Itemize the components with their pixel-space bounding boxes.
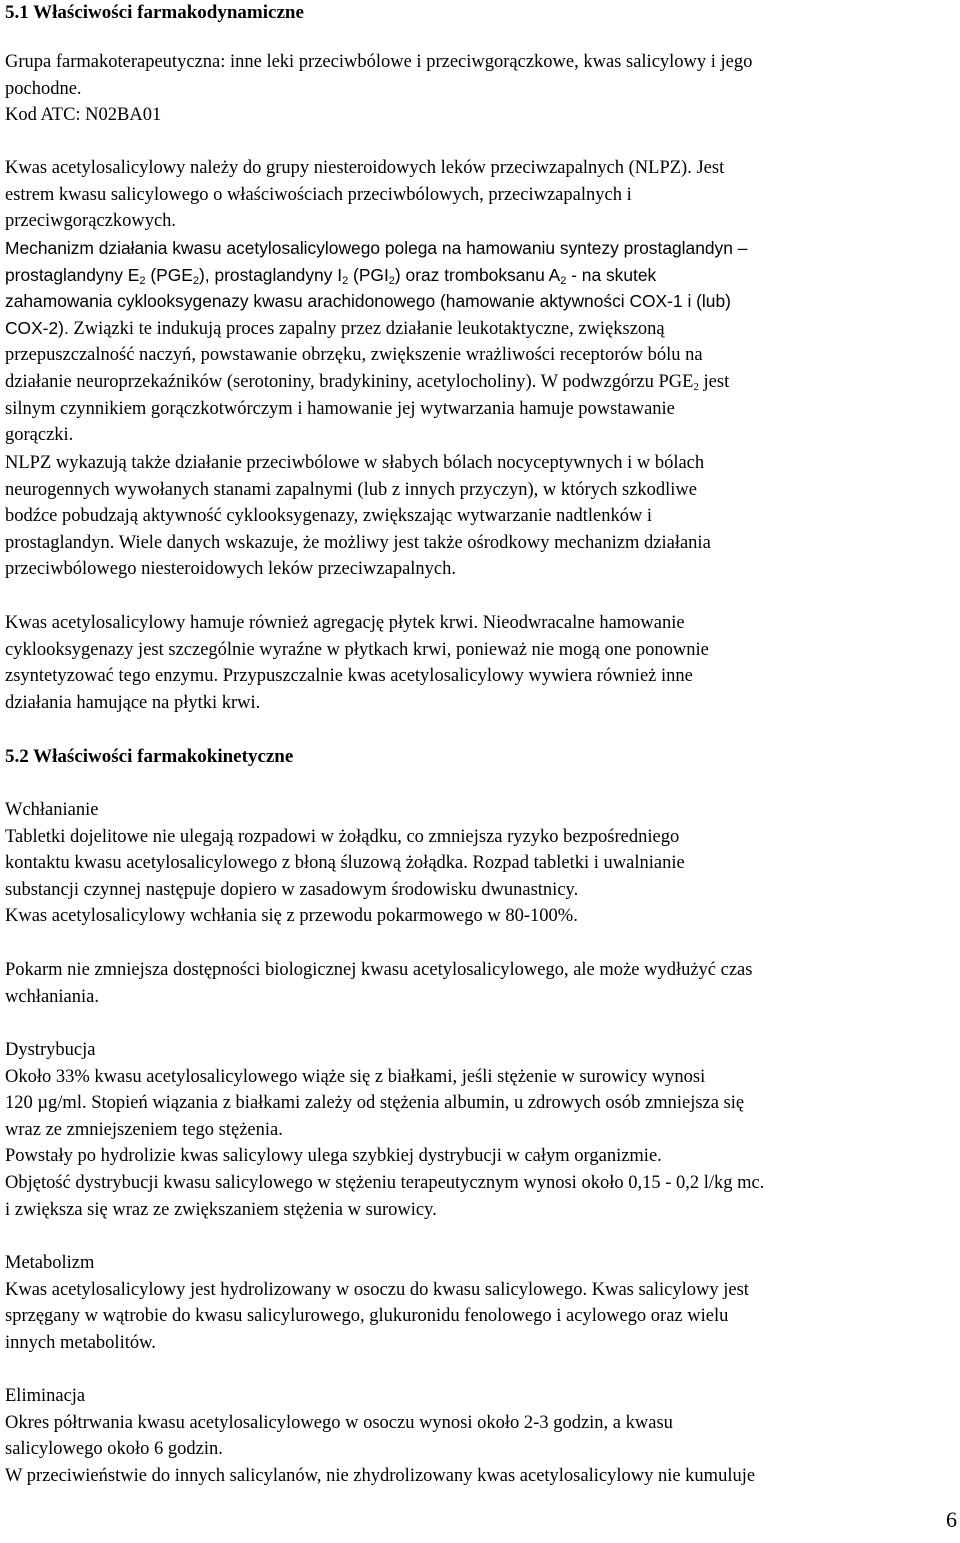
paragraph-distribution — [5, 1037, 955, 1223]
text-line: działania hamujące na płytki krwi. — [5, 692, 261, 713]
subheading-elimination: Eliminacja — [5, 1386, 86, 1406]
subheading-absorption: Wchłanianie — [5, 800, 99, 820]
text-line: przepuszczalność naczyń, powstawanie obrzęku, zwiększenie wrażliwości receptorów bólu na — [5, 345, 703, 366]
text-line: cyklooksygenazy jest szczególnie wyraźne w płytkach krwi, ponieważ nie mogą one ponownie — [5, 639, 709, 660]
text-line: Około 33% kwasu acetylosalicylowego wiąże się z białkami, jeśli stężenie w surowicy wynosi — [5, 1066, 706, 1087]
text-line: gorączki. — [5, 425, 74, 446]
text-line: Powstały po hydrolizie kwas salicylowy ulega szybkiej dystrybucji w całym organizmie. — [5, 1146, 662, 1167]
text-line: i zwiększa się wraz ze zwiększaniem stężenia w surowicy. — [5, 1199, 437, 1220]
text-line: 120 µg/ml. Stopień wiązania z białkami zależy od stężenia albumin, u zdrowych osób zmniejsza się — [5, 1093, 745, 1114]
text-line: Kwas acetylosalicylowy wchłania się z przewodu pokarmowego w 80-100%. — [5, 906, 578, 927]
paragraph-absorption — [5, 797, 955, 930]
text-line: salicylowego około 6 godzin. — [5, 1439, 223, 1460]
text-line: Objętość dystrybucji kwasu salicylowego w stężeniu terapeutycznym wynosi około 0,15 - 0,2 l/kg mc. — [5, 1172, 765, 1193]
text-line: estrem kwasu salicylowego o właściwościach przeciwbólowych, przeciwzapalnych i — [5, 184, 632, 205]
paragraph-food-effect — [5, 957, 955, 1010]
text-line: NLPZ wykazują także działanie przeciwbólowe w słabych bólach nocyceptywnych i w bólach — [5, 453, 705, 473]
text-line: silnym czynnikiem gorączkotwórczym i hamowanie jej wytwarzania hamuje powstawanie — [5, 398, 675, 419]
paragraph-nlpz-analgesic — [5, 450, 955, 583]
text-line: Kwas acetylosalicylowy hamuje również agregację płytek krwi. Nieodwracalne hamowanie — [5, 613, 685, 633]
text-line: wchłaniania. — [5, 986, 99, 1007]
paragraph-metabolism — [5, 1250, 955, 1356]
text-line: kontaktu kwasu acetylosalicylowego z błoną śluzową żołądka. Rozpad tabletki i uwalnianie — [5, 853, 685, 874]
text-line: zahamowania cyklooksygenazy kwasu arachidonowego (hamowanie aktywności COX-1 i (lub) — [5, 291, 731, 312]
section-heading-pharmacodynamics: 5.1 Właściwości farmakodynamiczne — [5, 2, 304, 23]
paragraph-mechanism — [5, 235, 955, 449]
text-line: zsyntetyzować tego enzymu. Przypuszczalnie kwas acetylosalicylowy wywiera również inne — [5, 666, 693, 687]
text-line: Okres półtrwania kwasu acetylosalicylowego w osoczu wynosi około 2-3 godzin, a kwasu — [5, 1412, 673, 1433]
text-line: COX-2). Związki te indukują proces zapalny przez działanie leukotaktyczne, zwiększoną — [5, 317, 665, 339]
paragraph-pharmacotherapeutic-group — [5, 49, 955, 129]
text-line: Grupa farmakoterapeutyczna: inne leki przeciwbólowe i przeciwgorączkowe, kwas salicylowy i jego — [5, 52, 753, 72]
text-line: Mechanizm działania kwasu acetylosalicylowego polega na hamowaniu syntezy prostaglandyn – — [5, 238, 748, 258]
paragraph-platelet-aggregation — [5, 610, 955, 716]
text-line-prostaglandins: prostaglandyny $E_2$ $(PGE_2)$, prostaglandyny $I_2$ $(PGI_2)$ oraz tromboksanu $A_2$ - na skutek — [5, 264, 657, 287]
text-line: substancji czynnej następuje dopiero w zasadowym środowisku dwunastnicy. — [5, 879, 579, 900]
page-number: 6 — [946, 1507, 957, 1532]
text-line: sprzęgany w wątrobie do kwasu salicylurowego, glukuronidu fenolowego i acylowego oraz wielu — [5, 1306, 729, 1327]
text-line: Kwas acetylosalicylowy jest hydrolizowany w osoczu do kwasu salicylowego. Kwas salicylowy jest — [5, 1279, 749, 1300]
paragraph-elimination — [5, 1383, 955, 1489]
text-line-pge2: działanie neuroprzekaźników (serotoniny, bradykininy, acetylocholiny). W podwzgórzu $PGE_2$ jest — [5, 371, 730, 393]
text-line: Pokarm nie zmniejsza dostępności biologicznej kwasu acetylosalicylowego, ale może wydłużyć czas — [5, 960, 753, 980]
text-line: przeciwgorączkowych. — [5, 211, 177, 232]
text-line: Kod ATC: N02BA01 — [5, 105, 162, 126]
paragraph-nlpz-intro — [5, 155, 955, 235]
text-line: neurogennych wywołanych stanami zapalnymi (lub z innych przyczyn), w których szkodliwe — [5, 479, 697, 500]
text-line: innych metabolitów. — [5, 1332, 156, 1353]
subheading-metabolism: Metabolizm — [5, 1253, 95, 1273]
text-line: Tabletki dojelitowe nie ulegają rozpadowi w żołądku, co zmniejsza ryzyko bezpośredniego — [5, 826, 680, 847]
text-line: Kwas acetylosalicylowy należy do grupy niesteroidowych leków przeciwzapalnych (NLPZ). Jest — [5, 158, 725, 178]
text-line: bodźce pobudzają aktywność cyklooksygenazy, zwiększając wytwarzanie nadtlenków i — [5, 506, 653, 527]
section-heading-pharmacokinetics: 5.2 Właściwości farmakokinetyczne — [5, 746, 294, 767]
text-line: pochodne. — [5, 78, 82, 99]
subheading-distribution: Dystrybucja — [5, 1040, 96, 1060]
text-line: przeciwbólowego niesteroidowych leków przeciwzapalnych. — [5, 559, 457, 580]
text-line: W przeciwieństwie do innych salicylanów, nie zhydrolizowany kwas acetylosalicylowy nie kumuluje — [5, 1465, 756, 1486]
text-line: prostaglandyn. Wiele danych wskazuje, że możliwy jest także ośrodkowy mechanizm działania — [5, 532, 711, 553]
text-line: wraz ze zmniejszeniem tego stężenia. — [5, 1119, 283, 1140]
